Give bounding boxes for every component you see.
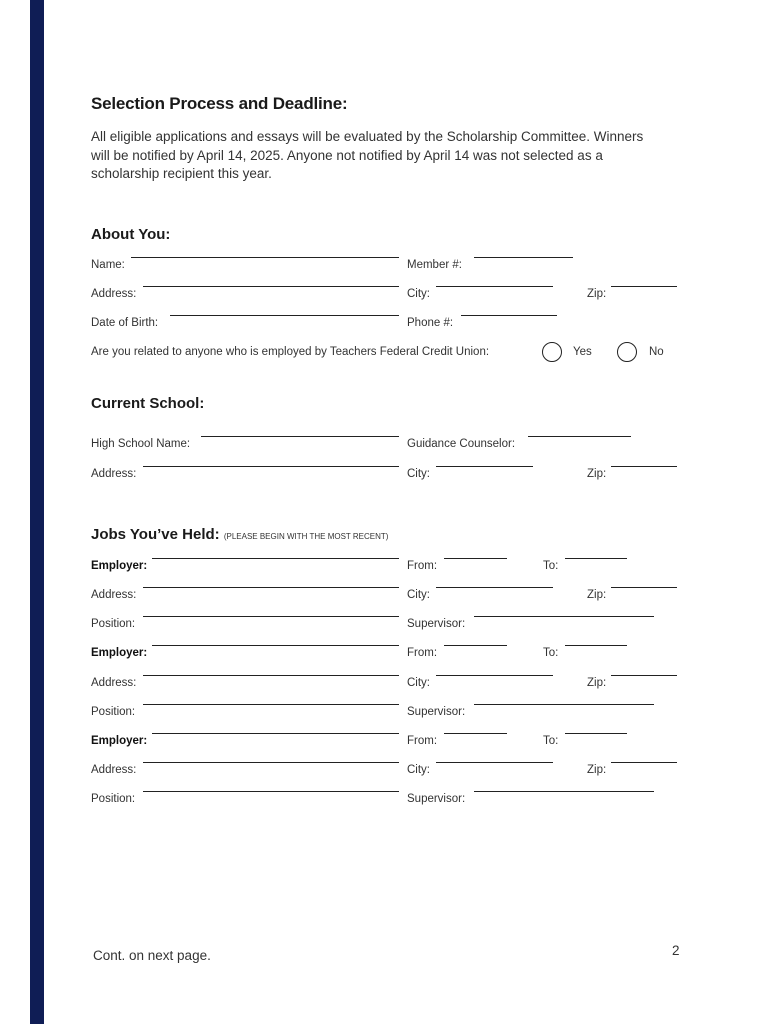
job-zip-field-3[interactable] <box>611 762 677 763</box>
supervisor-field-1[interactable] <box>474 616 654 617</box>
address-field[interactable] <box>143 286 399 287</box>
name-label: Name: <box>91 259 125 271</box>
zip-label: Zip: <box>587 288 607 300</box>
jobs-note: (PLEASE BEGIN WITH THE MOST RECENT) <box>223 532 389 541</box>
job-address-field-2[interactable] <box>143 675 399 676</box>
position-label-3: Position: <box>91 793 136 805</box>
employer-field-3[interactable] <box>152 733 399 734</box>
job-city-label-3: City: <box>407 764 430 776</box>
phone-field[interactable] <box>461 315 557 316</box>
job-zip-label-3: Zip: <box>587 764 607 776</box>
related-question: Are you related to anyone who is employed by Teachers Federal Credit Union: <box>91 346 490 358</box>
to-label-3: To: <box>543 735 559 747</box>
hs-name-field[interactable] <box>201 436 399 437</box>
job-address-field-3[interactable] <box>143 762 399 763</box>
from-field-1[interactable] <box>444 558 507 559</box>
job-city-label-2: City: <box>407 677 430 689</box>
zip-field[interactable] <box>611 286 677 287</box>
jobs-title-text: Jobs You’ve Held: <box>91 526 220 543</box>
school-zip-field[interactable] <box>611 466 677 467</box>
no-radio[interactable] <box>617 342 637 362</box>
to-label-2: To: <box>543 647 559 659</box>
city-label: City: <box>407 288 430 300</box>
supervisor-field-2[interactable] <box>474 704 654 705</box>
employer-label-1: Employer: <box>91 560 148 572</box>
to-field-1[interactable] <box>565 558 627 559</box>
from-field-3[interactable] <box>444 733 507 734</box>
job-city-field-1[interactable] <box>436 587 553 588</box>
from-field-2[interactable] <box>444 645 507 646</box>
job-address-field-1[interactable] <box>143 587 399 588</box>
job-address-label-3: Address: <box>91 764 137 776</box>
supervisor-label-2: Supervisor: <box>407 706 466 718</box>
member-label: Member #: <box>407 259 462 271</box>
school-address-field[interactable] <box>143 466 399 467</box>
school-city-label: City: <box>407 468 430 480</box>
hs-name-label: High School Name: <box>91 438 191 450</box>
from-label-3: From: <box>407 735 438 747</box>
jobs-title <box>91 526 388 543</box>
supervisor-field-3[interactable] <box>474 791 654 792</box>
dob-label: Date of Birth: <box>91 317 159 329</box>
job-zip-field-2[interactable] <box>611 675 677 676</box>
job-address-label-2: Address: <box>91 677 137 689</box>
selection-paragraph: All eligible applications and essays will be evaluated by the Scholarship Committee. Winners will be notified by April 14, 2025. Anyone not notified by April 14 was not selected as a scholarship recipient this year. <box>91 129 644 181</box>
dob-field[interactable] <box>170 315 399 316</box>
sidebar-stripe <box>30 0 44 1024</box>
school-title: Current School: <box>91 395 205 412</box>
employer-label-3: Employer: <box>91 735 148 747</box>
supervisor-label-1: Supervisor: <box>407 618 466 630</box>
job-zip-field-1[interactable] <box>611 587 677 588</box>
phone-label: Phone #: <box>407 317 454 329</box>
position-field-2[interactable] <box>143 704 399 705</box>
from-label-2: From: <box>407 647 438 659</box>
position-field-1[interactable] <box>143 616 399 617</box>
employer-field-2[interactable] <box>152 645 399 646</box>
job-city-label-1: City: <box>407 589 430 601</box>
employer-field-1[interactable] <box>152 558 399 559</box>
about-title: About You: <box>91 226 171 243</box>
job-city-field-3[interactable] <box>436 762 553 763</box>
school-city-field[interactable] <box>436 466 533 467</box>
position-label-2: Position: <box>91 706 136 718</box>
counselor-field[interactable] <box>528 436 631 437</box>
no-label: No <box>649 346 664 358</box>
to-field-3[interactable] <box>565 733 627 734</box>
job-address-label-1: Address: <box>91 589 137 601</box>
continued-note: Cont. on next page. <box>93 948 211 963</box>
member-field[interactable] <box>474 257 573 258</box>
supervisor-label-3: Supervisor: <box>407 793 466 805</box>
job-city-field-2[interactable] <box>436 675 553 676</box>
to-label-1: To: <box>543 560 559 572</box>
yes-radio[interactable] <box>542 342 562 362</box>
selection-title: Selection Process and Deadline: <box>91 94 348 113</box>
from-label-1: From: <box>407 560 438 572</box>
school-address-label: Address: <box>91 468 137 480</box>
job-zip-label-1: Zip: <box>587 589 607 601</box>
address-label: Address: <box>91 288 137 300</box>
page-number: 2 <box>672 943 680 958</box>
position-label-1: Position: <box>91 618 136 630</box>
counselor-label: Guidance Counselor: <box>407 438 516 450</box>
name-field[interactable] <box>131 257 399 258</box>
employer-label-2: Employer: <box>91 647 148 659</box>
position-field-3[interactable] <box>143 791 399 792</box>
yes-label: Yes <box>573 346 592 358</box>
to-field-2[interactable] <box>565 645 627 646</box>
school-zip-label: Zip: <box>587 468 607 480</box>
job-zip-label-2: Zip: <box>587 677 607 689</box>
city-field[interactable] <box>436 286 553 287</box>
